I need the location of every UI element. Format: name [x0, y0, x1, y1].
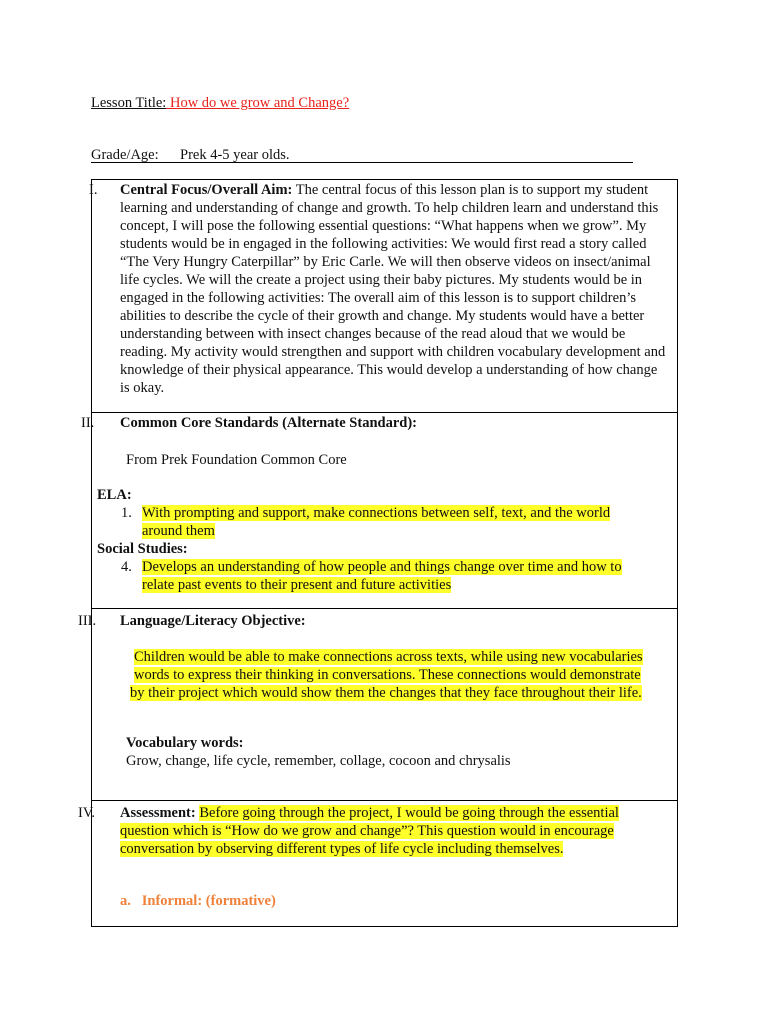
section-2-numeral: II. [81, 415, 95, 431]
social-item-line-1: Develops an understanding of how people and things change over time and how to [142, 559, 622, 575]
assessment-heading: Assessment: [120, 805, 196, 821]
lesson-title-label: Lesson Title: [91, 95, 167, 111]
section-1-numeral: I. [89, 182, 98, 198]
section-3-numeral: III. [78, 613, 97, 629]
assessment-line-3: conversation by observing different types of life cycle including themselves. [120, 841, 564, 857]
informal-formative-item: a. Informal: (formative) [120, 893, 276, 909]
grade-age-line [91, 146, 633, 163]
ela-item-line-1: With prompting and support, make connections between self, text, and the world [142, 505, 611, 521]
vocabulary-list: Grow, change, life cycle, remember, collage, cocoon and chrysalis [126, 753, 511, 769]
vocabulary-heading: Vocabulary words: [126, 735, 244, 751]
social-studies-heading: Social Studies: [97, 541, 188, 557]
ela-item-number: 1. [121, 505, 132, 521]
language-objective-heading: Language/Literacy Objective: [120, 613, 306, 629]
ela-item-line-2: around them [142, 523, 215, 539]
assessment-line-1: Assessment: Before going through the project, I would be going through the essential [120, 805, 619, 821]
section-language-literacy [91, 608, 678, 801]
language-objective-line-1: Children would be able to make connections across texts, while using new vocabularies [134, 649, 643, 665]
language-objective-line-2: words to express their thinking in conversations. These connections would demonstrate [134, 667, 641, 683]
ela-heading: ELA: [97, 487, 132, 503]
social-item-line-2: relate past events to their present and future activities [142, 577, 452, 593]
common-core-source: From Prek Foundation Common Core [126, 452, 347, 468]
lesson-title-line [91, 94, 349, 112]
common-core-heading: Common Core Standards (Alternate Standard): [120, 415, 417, 431]
grade-age-label: Grade/Age: [91, 147, 159, 163]
assessment-line-2: question which is “How do we grow and change”? This question would in encourage [120, 823, 614, 839]
lesson-title-value: How do we grow and Change? [166, 95, 350, 111]
central-focus-heading: Central Focus/Overall Aim: [120, 182, 293, 198]
central-focus-body: The central focus of this lesson plan is to support my student learning and understanding of change and growth. To help children learn and understand this concept, I will pose the following essential questions: “What happens when we grow”. My students would be in engaged in the following activities: We would first read a story called “The Very Hungry Caterpillar” by Eric Carle. We will then observe videos on insect/animal life cycles. We will the create a project using their baby pictures. My students would be in engaged in the following activities: The overall aim of this lesson is to support children’s abilities to describe the cycle of their growth and change. My students would have a better understanding between with insect changes because of the read aloud that we would be reading. My activity would strengthen and support with children vocabulary development and knowledge of their physical appearance. This would develop a understanding of how change is okay. [120, 182, 666, 396]
language-objective-line-3: by their project which would show them the changes that they face throughout their life. [130, 685, 642, 701]
social-item-number: 4. [121, 559, 132, 575]
grade-age-value: Prek 4-5 year olds. [180, 147, 290, 163]
central-focus-text [120, 181, 668, 397]
section-4-numeral: IV. [78, 805, 96, 821]
